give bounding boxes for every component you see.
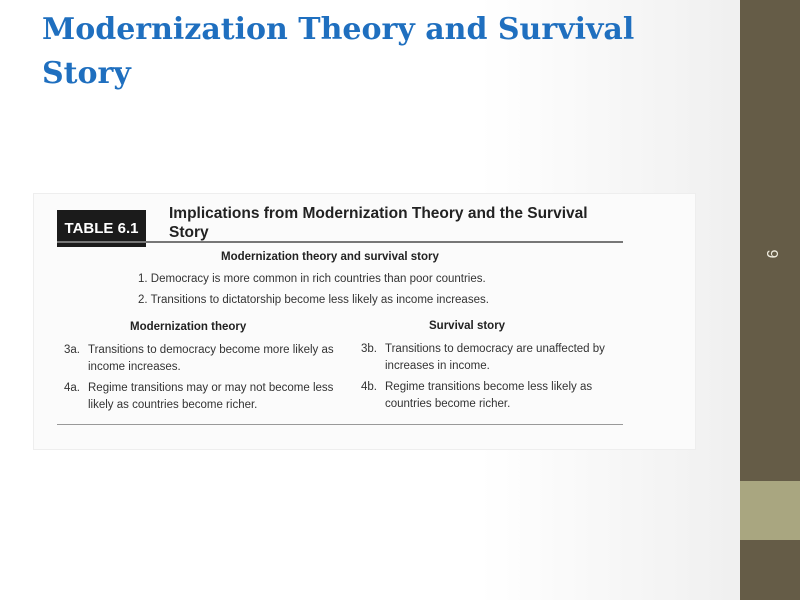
item-text: Transitions to democracy become more likely as income increases. — [88, 344, 334, 373]
shared-heading: Modernization theory and survival story — [221, 251, 439, 263]
slide-title: Modernization Theory and Survival Story — [42, 12, 635, 91]
bottom-rule — [57, 424, 623, 425]
item-text: Regime transitions become less likely as countries become richer. — [385, 381, 593, 410]
column-heading-modernization: Modernization theory — [130, 321, 247, 333]
item-number: 4b. — [361, 381, 377, 393]
column-heading-survival: Survival story — [429, 320, 506, 332]
list-item — [64, 342, 334, 376]
slide-number: 9 — [763, 249, 780, 259]
shared-item: 1. Democracy is more common in rich countries than poor countries. — [138, 273, 486, 285]
list-item — [64, 380, 334, 414]
item-number: 4a. — [64, 382, 80, 394]
item-number: 3b. — [361, 343, 377, 355]
sidebar-accent-block — [740, 481, 800, 540]
table-title: Implications from Modernization Theory and the Survival Story — [169, 205, 588, 241]
list-item — [361, 379, 623, 413]
title-rule — [57, 241, 623, 243]
table-label: TABLE 6.1 — [57, 210, 146, 247]
item-text: Regime transitions may or may not become less likely as countries become richer. — [88, 382, 334, 411]
shared-item: 2. Transitions to dictatorship become less likely as income increases. — [138, 294, 489, 306]
list-item — [361, 341, 623, 375]
item-number: 3a. — [64, 344, 80, 356]
table-figure — [33, 193, 696, 450]
item-text: Transitions to democracy are unaffected by increases in income. — [385, 343, 605, 372]
